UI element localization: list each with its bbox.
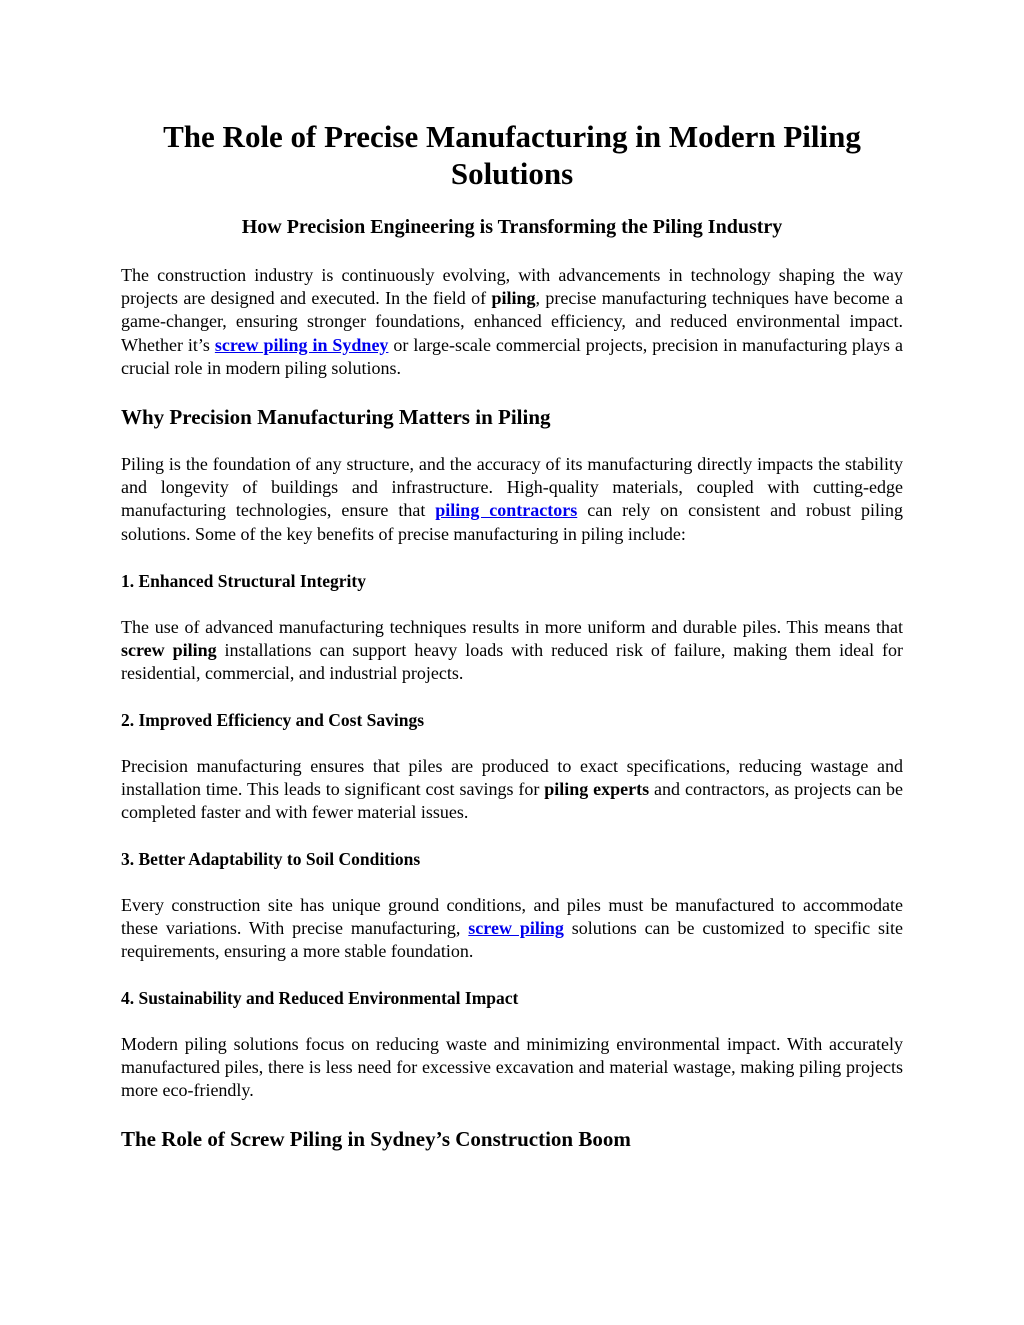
benefit4-text-1: Modern piling solutions focus on reducing waste and minimizing environmental impact. With accurately manufactured piles, there is less need for excessive excavation and material wastage, making piling projects more eco-friendly. xyxy=(121,1034,903,1101)
benefit1-text-2: installations can support heavy loads with reduced risk of failure, making them ideal for residential, commercial, and industrial projects. xyxy=(121,640,903,684)
benefit2-text-1: Precision manufacturing ensures that piles are produced to exact specifications, reducing wastage and installation time. This leads to significant cost savings for xyxy=(121,756,903,800)
screw-piling-sydney-link[interactable]: screw piling in Sydney xyxy=(214,334,389,355)
benefit4-paragraph xyxy=(121,1033,903,1103)
benefit1-text-1: The use of advanced manufacturing techniques results in more uniform and durable piles. This means that xyxy=(121,617,903,637)
intro-text-1: The construction industry is continuously evolving, with advancements in technology shaping the way projects are designed and executed. In the field of xyxy=(121,265,903,309)
section-heading-why-precision: Why Precision Manufacturing Matters in Piling xyxy=(121,405,551,429)
document-title: The Role of Precise Manufacturing in Modern Piling Solutions xyxy=(163,119,861,191)
benefit-heading-4: 4. Sustainability and Reduced Environmental Impact xyxy=(121,988,519,1008)
document-subtitle: How Precision Engineering is Transforming the Piling Industry xyxy=(241,216,783,238)
benefit3-paragraph xyxy=(121,894,903,964)
benefit2-text-2: and contractors, as projects can be completed faster and with fewer material issues. xyxy=(121,779,903,823)
intro-bold-piling: piling xyxy=(491,288,536,309)
intro-paragraph xyxy=(121,264,903,380)
benefit2-paragraph xyxy=(121,755,903,825)
intro-text-3: or large-scale commercial projects, precision in manufacturing plays a crucial role in modern piling solutions. xyxy=(121,334,903,378)
benefit3-text-1: Every construction site has unique ground conditions, and piles must be manufactured to accommodate these variations. With precise manufacturing, xyxy=(121,895,903,939)
section-heading-screw-piling-sydney: The Role of Screw Piling in Sydney’s Construction Boom xyxy=(121,1127,631,1151)
section1-text-2: can rely on consistent and robust piling solutions. Some of the key benefits of precise manufacturing in piling include: xyxy=(121,500,904,544)
benefit2-bold-piling-experts: piling experts xyxy=(544,779,650,800)
benefit-heading-1: 1. Enhanced Structural Integrity xyxy=(121,571,366,591)
screw-piling-link[interactable]: screw piling xyxy=(468,918,564,939)
section1-text-1: Piling is the foundation of any structure, and the accuracy of its manufacturing directly impacts the stability and longevity of buildings and infrastructure. High-quality materials, coupled with cutting-edge manufacturing technologies, ensure that xyxy=(121,454,903,521)
section1-paragraph xyxy=(121,453,903,546)
intro-text-2: , precise manufacturing techniques have become a game-changer, ensuring stronger foundations, enhanced efficiency, and reduced environmental impact. Whether it’s xyxy=(121,288,903,355)
benefit1-bold-screw-piling: screw piling xyxy=(121,640,217,661)
benefit-heading-2: 2. Improved Efficiency and Cost Savings xyxy=(121,710,425,730)
piling-contractors-link[interactable]: piling contractors xyxy=(435,500,578,521)
benefit1-paragraph xyxy=(121,616,903,686)
benefit3-text-2: solutions can be customized to specific site requirements, ensuring a more stable foundation. xyxy=(121,918,904,962)
benefit-heading-3: 3. Better Adaptability to Soil Conditions xyxy=(121,849,421,869)
